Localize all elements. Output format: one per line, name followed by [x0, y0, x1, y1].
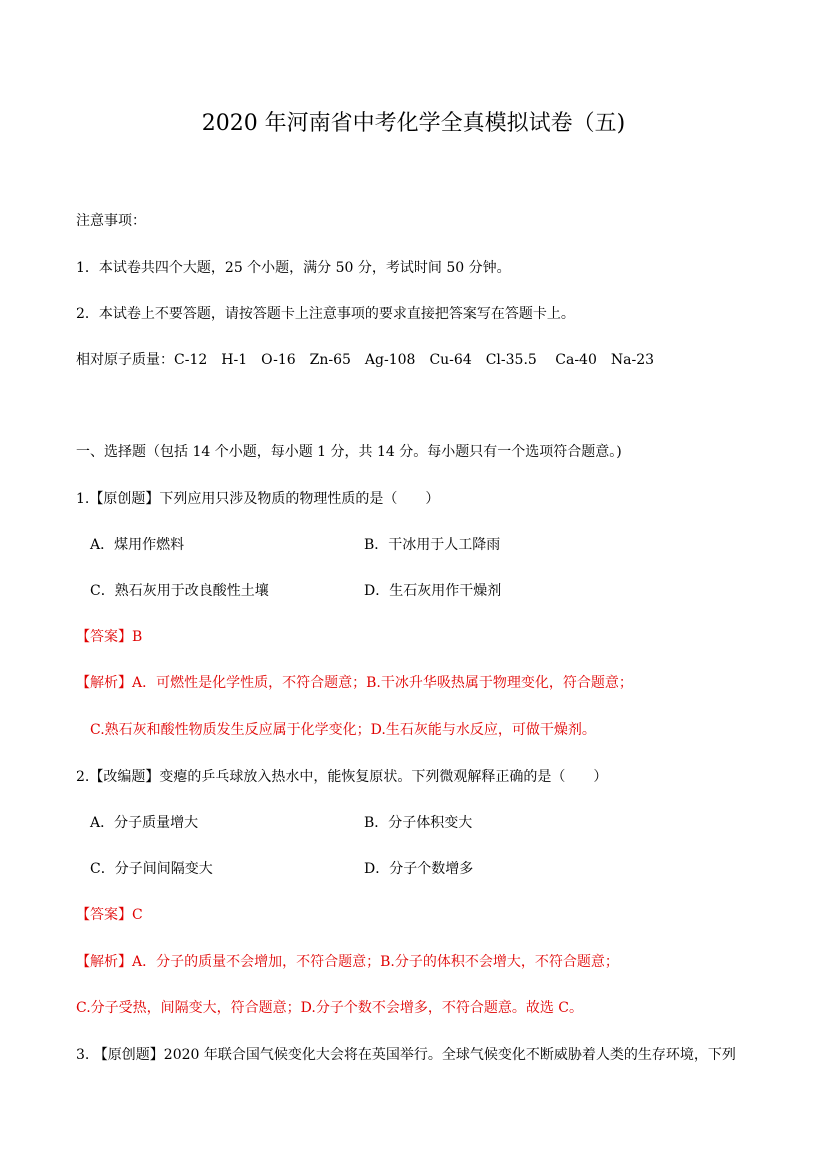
question-2-analysis-line-1: 【解析】A．分子的质量不会增加，不符合题意；B.分子的体积不会增大，不符合题意； — [76, 954, 619, 970]
question-1-analysis-line-1: 【解析】A．可燃性是化学性质，不符合题意；B.干冰升华吸热属于物理变化，符合题意； — [76, 675, 633, 691]
notice-heading: 注意事项： — [76, 213, 146, 229]
question-2-stem: 2.【改编题】变瘪的乒乓球放入热水中，能恢复原状。下列微观解释正确的是（ ） — [76, 769, 608, 785]
question-2-answer: 【答案】C — [76, 907, 143, 923]
page-title: 2020 年河南省中考化学全真模拟试卷（五) — [201, 111, 626, 136]
notice-item-1: 1．本试卷共四个大题，25 个小题，满分 50 分，考试时间 50 分钟。 — [76, 260, 511, 276]
question-2-option-c: C．分子间间隔变大 — [90, 861, 213, 877]
question-1-option-a: A．煤用作燃料 — [90, 537, 185, 553]
question-2-option-d: D．分子个数增多 — [364, 861, 474, 877]
question-3-stem: 3. 【原创题】2020 年联合国气候变化大会将在英国举行。全球气候变化不断威胁着人类的生存环境，下列 — [76, 1047, 736, 1063]
notice-item-2: 2．本试卷上不要答题，请按答题卡上注意事项的要求直接把答案写在答题卡上。 — [76, 306, 575, 322]
atomic-mass-line: 相对原子质量：C-12 H-1 O-16 Zn-65 Ag-108 Cu-64 Cl-35.5 Ca-40 Na-23 — [76, 352, 655, 368]
question-1-answer: 【答案】B — [76, 629, 143, 645]
question-1-stem: 1.【原创题】下列应用只涉及物质的物理性质的是（ ） — [76, 491, 440, 507]
question-1-option-b: B．干冰用于人工降雨 — [364, 537, 501, 553]
question-2-analysis-line-2: C.分子受热，间隔变大，符合题意；D.分子个数不会增多，不符合题意。故选 C。 — [76, 1000, 583, 1016]
section-heading: 一、选择题（包括 14 个小题，每小题 1 分，共 14 分。每小题只有一个选项符合题意。) — [76, 444, 622, 460]
question-1-option-d: D．生石灰用作干燥剂 — [364, 583, 502, 599]
question-1-analysis-line-2: C.熟石灰和酸性物质发生反应属于化学变化；D.生石灰能与水反应，可做干燥剂。 — [90, 722, 596, 738]
question-1-option-c: C．熟石灰用于改良酸性土壤 — [90, 583, 269, 599]
question-2-option-a: A．分子质量增大 — [90, 815, 199, 831]
question-2-option-b: B．分子体积变大 — [364, 815, 473, 831]
